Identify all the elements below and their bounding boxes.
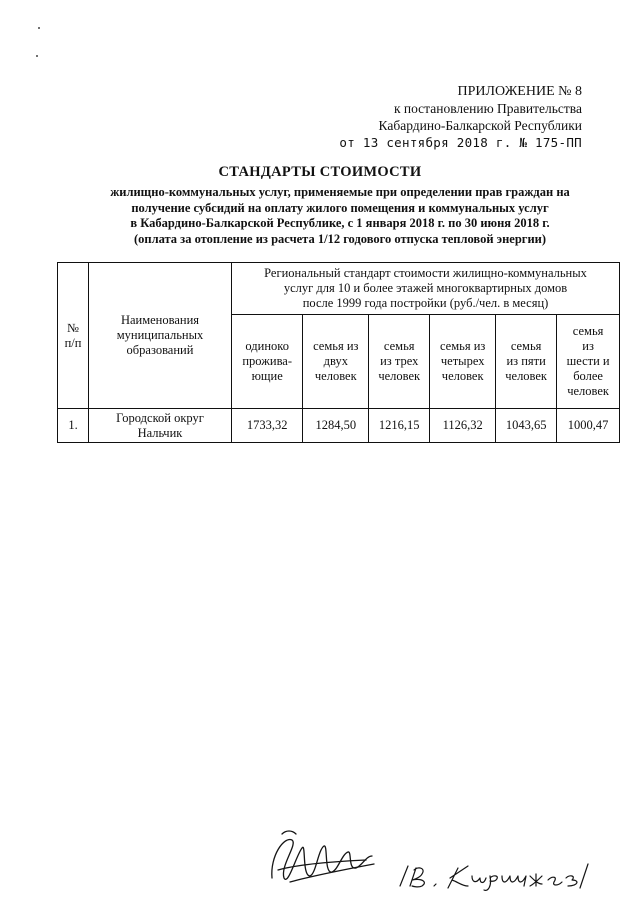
header-text: ющие: [251, 369, 283, 383]
value-family-3: 1216,15: [369, 409, 430, 443]
row-municipality: [89, 409, 232, 443]
standards-table: [57, 262, 620, 443]
scan-speck: [36, 55, 38, 57]
header-standard: [232, 263, 620, 315]
header-text: семья: [383, 339, 415, 353]
subheader-family-5: [496, 315, 557, 409]
header-name: [89, 263, 232, 409]
header-text: из пяти: [506, 354, 546, 368]
header-text: двух: [323, 354, 348, 368]
value-single: 1733,32: [232, 409, 303, 443]
signature-block: [262, 826, 602, 892]
header-text: прожива-: [242, 354, 293, 368]
header-text: человек: [505, 369, 548, 383]
header-text: из: [582, 339, 594, 353]
row-number: 1.: [58, 409, 89, 443]
header-text: п/п: [64, 335, 82, 350]
value-family-4: 1126,32: [430, 409, 496, 443]
header-text: одиноко: [245, 339, 289, 353]
appendix-line: Кабардино-Балкарской Республики: [378, 118, 582, 133]
subheader-family-6-plus: [557, 315, 620, 409]
header-text: после 1999 года постройки (руб./чел. в месяц): [302, 296, 549, 310]
header-text: семья из: [313, 339, 359, 353]
header-text: муниципальных: [116, 328, 204, 342]
header-text: из трех: [380, 354, 419, 368]
header-text: человек: [378, 369, 421, 383]
header-text: семья из: [439, 339, 486, 353]
appendix-decree-date: от 13 сентября 2018 г. № 175-ПП: [339, 135, 582, 150]
header-text: №: [67, 320, 79, 335]
subtitle-line: получение субсидий на оплату жилого помещения и коммунальных услуг: [131, 200, 549, 215]
value-family-6-plus: 1000,47: [557, 409, 620, 443]
signature-name-script: [400, 864, 588, 890]
table-header-row: [58, 263, 620, 315]
header-text: Наименования: [120, 313, 200, 327]
header-text: услуг для 10 и более этажей многоквартирных домов: [283, 281, 568, 295]
header-text: шести и: [566, 354, 610, 368]
value-family-2: 1284,50: [303, 409, 369, 443]
value-family-5: 1043,65: [496, 409, 557, 443]
appendix-block: [339, 83, 582, 151]
subheader-single: [232, 315, 303, 409]
header-text: человек: [314, 369, 357, 383]
handwritten-signature-icon: [272, 831, 374, 882]
subheader-family-4: [430, 315, 496, 409]
subheader-family-2: [303, 315, 369, 409]
header-text: человек: [567, 384, 609, 398]
subheader-family-3: [369, 315, 430, 409]
appendix-number: ПРИЛОЖЕНИЕ № 8: [457, 84, 582, 99]
header-text: четырех: [440, 354, 485, 368]
header-text: Региональный стандарт стоимости жилищно-коммунальных: [264, 266, 587, 280]
header-text: семья: [510, 339, 542, 353]
document-subtitle: [60, 185, 620, 247]
header-text: человек: [441, 369, 484, 383]
subtitle-line: жилищно-коммунальных услуг, применяемые при определении прав граждан на: [110, 185, 570, 199]
header-text: семья: [572, 324, 604, 338]
table-row: [58, 409, 620, 443]
appendix-line: к постановлению Правительства: [393, 101, 582, 116]
row-municipality-line: Городской округ: [116, 410, 204, 425]
header-text: более: [573, 369, 603, 383]
scan-speck: [38, 27, 40, 29]
subtitle-line: (оплата за отопление из расчета 1/12 годового отпуска тепловой энергии): [133, 231, 547, 246]
header-text: образований: [126, 343, 194, 357]
document-title: СТАНДАРТЫ СТОИМОСТИ: [218, 164, 422, 180]
row-municipality-line: Нальчик: [137, 425, 183, 440]
subtitle-line: в Кабардино-Балкарской Республике, с 1 января 2018 г. по 30 июня 2018 г.: [130, 216, 550, 230]
header-number: [58, 263, 89, 409]
